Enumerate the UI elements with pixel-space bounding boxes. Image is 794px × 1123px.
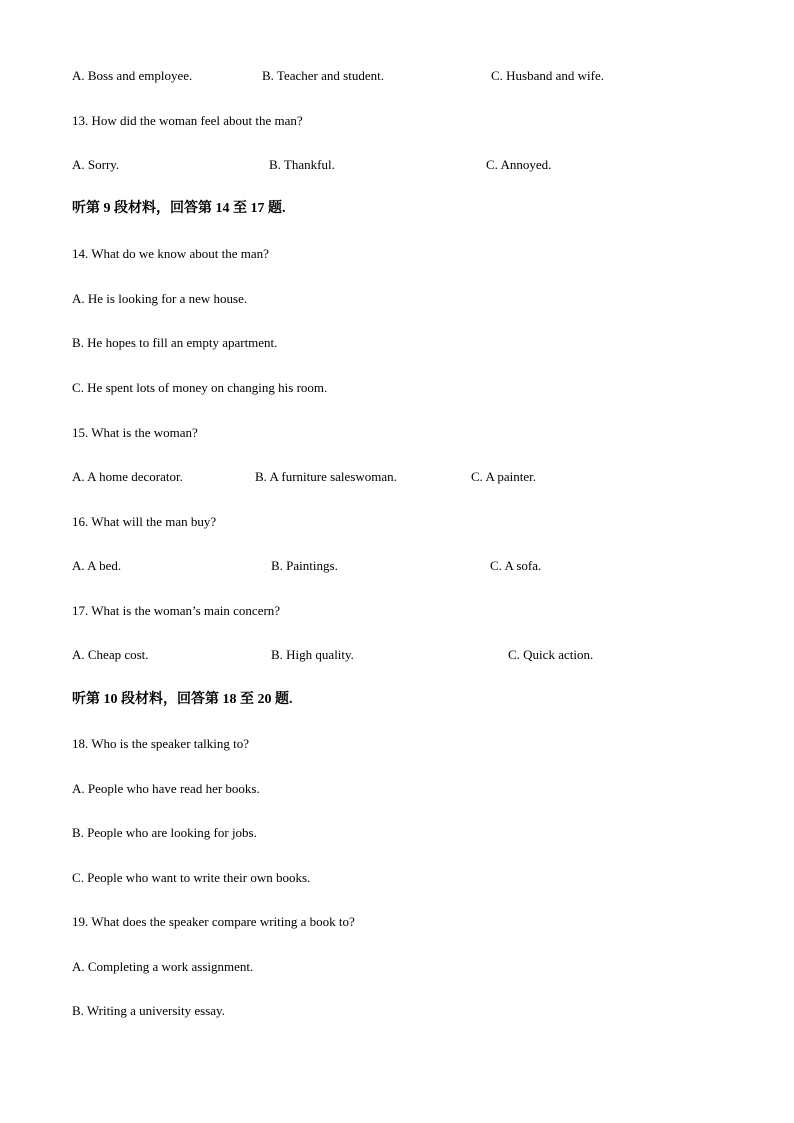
q13-option-b: B. Thankful.: [269, 157, 335, 172]
q13-option-c: C. Annoyed.: [486, 157, 552, 172]
q16-question: 16. What will the man buy?: [72, 514, 217, 529]
q16-option-a: A. A bed.: [72, 558, 122, 573]
q14-option-c: C. He spent lots of money on changing his room.: [72, 380, 328, 395]
q12-option-b: B. Teacher and student.: [262, 68, 384, 83]
q15-option-a: A. A home decorator.: [72, 469, 183, 484]
q17-option-b: B. High quality.: [271, 647, 354, 662]
q18-option-c: C. People who want to write their own books.: [72, 870, 311, 885]
q17-question: 17. What is the woman’s main concern?: [72, 603, 281, 618]
q12-option-c: C. Husband and wife.: [491, 68, 605, 83]
q15-question: 15. What is the woman?: [72, 425, 198, 440]
q16-option-c: C. A sofa.: [490, 558, 542, 573]
q19-option-a: A. Completing a work assignment.: [72, 959, 254, 974]
q19-option-b: B. Writing a university essay.: [72, 1003, 225, 1018]
q13-option-a: A. Sorry.: [72, 157, 120, 172]
q14-option-b: B. He hopes to fill an empty apartment.: [72, 335, 278, 350]
q17-option-a: A. Cheap cost.: [72, 647, 149, 662]
q19-question: 19. What does the speaker compare writing a book to?: [72, 914, 355, 929]
q13-question: 13. How did the woman feel about the man?: [72, 113, 303, 128]
q18-option-b: B. People who are looking for jobs.: [72, 825, 257, 840]
q18-question: 18. Who is the speaker talking to?: [72, 736, 250, 751]
q14-option-a: A. He is looking for a new house.: [72, 291, 248, 306]
q16-option-b: B. Paintings.: [271, 558, 338, 573]
q12-option-a: A. Boss and employee.: [72, 68, 193, 83]
q15-option-b: B. A furniture saleswoman.: [255, 469, 397, 484]
q15-option-c: C. A painter.: [471, 469, 536, 484]
q17-option-c: C. Quick action.: [508, 647, 594, 662]
section-10-heading: 听第 10 段材料，回答第 18 至 20 题.: [72, 692, 293, 707]
q18-option-a: A. People who have read her books.: [72, 781, 260, 796]
section-9-heading: 听第 9 段材料，回答第 14 至 17 题.: [72, 201, 286, 216]
q14-question: 14. What do we know about the man?: [72, 246, 269, 261]
